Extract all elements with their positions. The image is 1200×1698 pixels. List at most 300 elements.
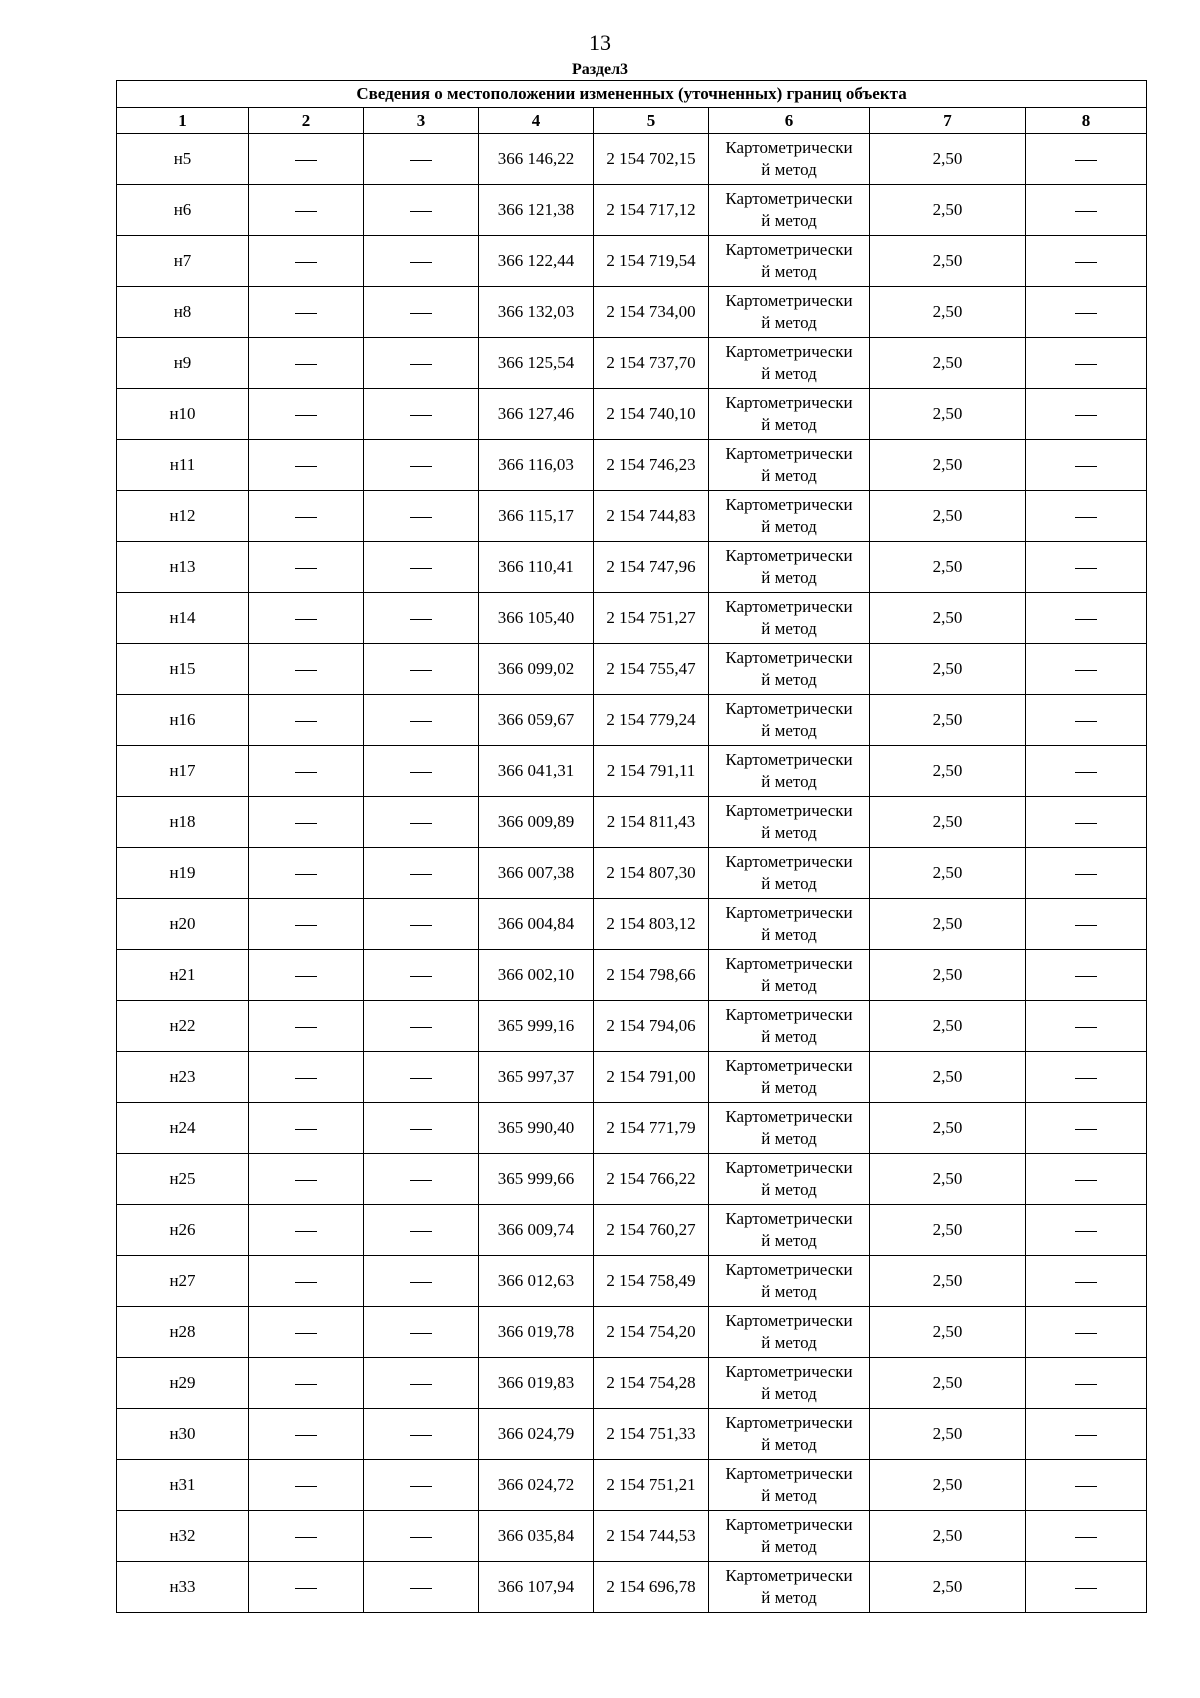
col3-empty-cell: [364, 746, 479, 797]
dash-mark: [295, 619, 317, 620]
col3-empty-cell: [364, 593, 479, 644]
x-coordinate-cell: 366 146,22: [479, 134, 594, 185]
method-text-line1: Картометрически: [725, 1311, 853, 1330]
col2-empty-cell: [249, 1154, 364, 1205]
x-coordinate-cell: 366 007,38: [479, 848, 594, 899]
dash-mark: [295, 313, 317, 314]
x-coordinate-cell: 366 105,40: [479, 593, 594, 644]
method-cell: [709, 1001, 870, 1052]
dash-mark: [295, 721, 317, 722]
col2-empty-cell: [249, 797, 364, 848]
dash-mark: [295, 568, 317, 569]
col3-empty-cell: [364, 644, 479, 695]
col3-empty-cell: [364, 797, 479, 848]
x-coordinate-cell: 366 009,74: [479, 1205, 594, 1256]
column-header: 7: [870, 108, 1026, 134]
method-cell: [709, 950, 870, 1001]
x-coordinate-cell: 366 024,79: [479, 1409, 594, 1460]
dash-mark: [295, 415, 317, 416]
dash-mark: [410, 619, 432, 620]
dash-mark: [410, 517, 432, 518]
dash-mark: [1075, 874, 1097, 875]
col2-empty-cell: [249, 1001, 364, 1052]
col8-empty-cell: [1026, 1103, 1147, 1154]
x-coordinate-cell: 365 997,37: [479, 1052, 594, 1103]
col8-empty-cell: [1026, 1154, 1147, 1205]
dash-mark: [295, 1537, 317, 1538]
accuracy-cell: 2,50: [870, 746, 1026, 797]
dash-mark: [410, 1078, 432, 1079]
y-coordinate-cell: 2 154 758,49: [594, 1256, 709, 1307]
method-text-line1: Картометрически: [725, 1209, 853, 1228]
method-text-line2: й метод: [761, 1282, 817, 1301]
dash-mark: [410, 313, 432, 314]
method-text-line2: й метод: [761, 772, 817, 791]
table-row: [117, 1511, 1147, 1562]
dash-mark: [410, 262, 432, 263]
col2-empty-cell: [249, 134, 364, 185]
y-coordinate-cell: 2 154 791,00: [594, 1052, 709, 1103]
table-row: [117, 1103, 1147, 1154]
table-row: [117, 746, 1147, 797]
dash-mark: [1075, 925, 1097, 926]
col2-empty-cell: [249, 1103, 364, 1154]
table-row: [117, 440, 1147, 491]
col8-empty-cell: [1026, 950, 1147, 1001]
method-text-line1: Картометрически: [725, 1260, 853, 1279]
point-name-cell: н10: [117, 389, 249, 440]
col2-empty-cell: [249, 1256, 364, 1307]
x-coordinate-cell: 366 110,41: [479, 542, 594, 593]
method-text-line1: Картометрически: [725, 801, 853, 820]
accuracy-cell: 2,50: [870, 338, 1026, 389]
method-cell: [709, 1460, 870, 1511]
method-cell: [709, 287, 870, 338]
dash-mark: [1075, 772, 1097, 773]
method-text-line2: й метод: [761, 1231, 817, 1250]
dash-mark: [410, 160, 432, 161]
y-coordinate-cell: 2 154 734,00: [594, 287, 709, 338]
method-text-line2: й метод: [761, 1588, 817, 1607]
dash-mark: [1075, 364, 1097, 365]
point-name-cell: н14: [117, 593, 249, 644]
method-text-line1: Картометрически: [725, 189, 853, 208]
point-name-cell: н22: [117, 1001, 249, 1052]
x-coordinate-cell: 366 041,31: [479, 746, 594, 797]
dash-mark: [410, 466, 432, 467]
method-text-line1: Картометрически: [725, 750, 853, 769]
method-text-line1: Картометрически: [725, 1158, 853, 1177]
table-row: [117, 950, 1147, 1001]
col2-empty-cell: [249, 542, 364, 593]
col3-empty-cell: [364, 185, 479, 236]
table-row: [117, 593, 1147, 644]
dash-mark: [295, 466, 317, 467]
col3-empty-cell: [364, 389, 479, 440]
x-coordinate-cell: 366 002,10: [479, 950, 594, 1001]
col2-empty-cell: [249, 848, 364, 899]
table-row: [117, 797, 1147, 848]
dash-mark: [295, 823, 317, 824]
method-cell: [709, 644, 870, 695]
col3-empty-cell: [364, 1460, 479, 1511]
method-cell: [709, 134, 870, 185]
dash-mark: [295, 160, 317, 161]
dash-mark: [410, 211, 432, 212]
method-text-line1: Картометрически: [725, 1005, 853, 1024]
col2-empty-cell: [249, 899, 364, 950]
point-name-cell: н24: [117, 1103, 249, 1154]
method-text-line2: й метод: [761, 1486, 817, 1505]
col3-empty-cell: [364, 1001, 479, 1052]
x-coordinate-cell: 366 132,03: [479, 287, 594, 338]
table-caption: Сведения о местоположении измененных (уточненных) границ объекта: [117, 81, 1147, 108]
col2-empty-cell: [249, 389, 364, 440]
column-header: 5: [594, 108, 709, 134]
method-text-line2: й метод: [761, 415, 817, 434]
method-cell: [709, 593, 870, 644]
dash-mark: [410, 925, 432, 926]
col8-empty-cell: [1026, 491, 1147, 542]
y-coordinate-cell: 2 154 798,66: [594, 950, 709, 1001]
table-row: [117, 899, 1147, 950]
method-text-line1: Картометрически: [725, 1056, 853, 1075]
method-text-line2: й метод: [761, 1180, 817, 1199]
dash-mark: [1075, 976, 1097, 977]
x-coordinate-cell: 366 024,72: [479, 1460, 594, 1511]
dash-mark: [1075, 721, 1097, 722]
col8-empty-cell: [1026, 1511, 1147, 1562]
y-coordinate-cell: 2 154 744,53: [594, 1511, 709, 1562]
dash-mark: [1075, 1435, 1097, 1436]
method-text-line2: й метод: [761, 874, 817, 893]
method-cell: [709, 1562, 870, 1613]
x-coordinate-cell: 366 019,83: [479, 1358, 594, 1409]
point-name-cell: н23: [117, 1052, 249, 1103]
col8-empty-cell: [1026, 1409, 1147, 1460]
dash-mark: [410, 976, 432, 977]
x-coordinate-cell: 365 990,40: [479, 1103, 594, 1154]
method-text-line1: Картометрически: [725, 240, 853, 259]
accuracy-cell: 2,50: [870, 1358, 1026, 1409]
dash-mark: [1075, 1333, 1097, 1334]
point-name-cell: н29: [117, 1358, 249, 1409]
dash-mark: [295, 772, 317, 773]
point-name-cell: н21: [117, 950, 249, 1001]
method-text-line1: Картометрически: [725, 342, 853, 361]
dash-mark: [1075, 1027, 1097, 1028]
dash-mark: [295, 211, 317, 212]
dash-mark: [1075, 262, 1097, 263]
y-coordinate-cell: 2 154 751,33: [594, 1409, 709, 1460]
method-text-line2: й метод: [761, 925, 817, 944]
col2-empty-cell: [249, 1562, 364, 1613]
y-coordinate-cell: 2 154 696,78: [594, 1562, 709, 1613]
table-row: [117, 185, 1147, 236]
dash-mark: [295, 1180, 317, 1181]
col8-empty-cell: [1026, 134, 1147, 185]
table-row: [117, 1409, 1147, 1460]
method-cell: [709, 185, 870, 236]
point-name-cell: н31: [117, 1460, 249, 1511]
method-text-line2: й метод: [761, 721, 817, 740]
method-cell: [709, 1256, 870, 1307]
dash-mark: [1075, 823, 1097, 824]
method-text-line2: й метод: [761, 313, 817, 332]
dash-mark: [1075, 1588, 1097, 1589]
method-text-line2: й метод: [761, 1333, 817, 1352]
col2-empty-cell: [249, 695, 364, 746]
dash-mark: [410, 1537, 432, 1538]
col3-empty-cell: [364, 542, 479, 593]
method-text-line1: Картометрически: [725, 444, 853, 463]
dash-mark: [410, 1027, 432, 1028]
method-cell: [709, 236, 870, 287]
x-coordinate-cell: 366 059,67: [479, 695, 594, 746]
dash-mark: [410, 1588, 432, 1589]
dash-mark: [295, 1384, 317, 1385]
accuracy-cell: 2,50: [870, 134, 1026, 185]
col3-empty-cell: [364, 440, 479, 491]
accuracy-cell: 2,50: [870, 1205, 1026, 1256]
dash-mark: [295, 925, 317, 926]
accuracy-cell: 2,50: [870, 185, 1026, 236]
col2-empty-cell: [249, 1511, 364, 1562]
col8-empty-cell: [1026, 542, 1147, 593]
table-row: [117, 542, 1147, 593]
method-text-line1: Картометрически: [725, 1107, 853, 1126]
col8-empty-cell: [1026, 1562, 1147, 1613]
y-coordinate-cell: 2 154 779,24: [594, 695, 709, 746]
dash-mark: [295, 1333, 317, 1334]
dash-mark: [1075, 568, 1097, 569]
method-text-line2: й метод: [761, 466, 817, 485]
col3-empty-cell: [364, 1256, 479, 1307]
x-coordinate-cell: 365 999,16: [479, 1001, 594, 1052]
col8-empty-cell: [1026, 389, 1147, 440]
column-header: 6: [709, 108, 870, 134]
method-text-line2: й метод: [761, 364, 817, 383]
boundary-coordinates-table: [116, 80, 1147, 1613]
table-row: [117, 1460, 1147, 1511]
point-name-cell: н25: [117, 1154, 249, 1205]
method-text-line2: й метод: [761, 517, 817, 536]
col2-empty-cell: [249, 950, 364, 1001]
method-text-line2: й метод: [761, 1384, 817, 1403]
method-text-line2: й метод: [761, 1027, 817, 1046]
y-coordinate-cell: 2 154 803,12: [594, 899, 709, 950]
method-cell: [709, 440, 870, 491]
col3-empty-cell: [364, 491, 479, 542]
col3-empty-cell: [364, 338, 479, 389]
accuracy-cell: 2,50: [870, 236, 1026, 287]
table-row: [117, 338, 1147, 389]
dash-mark: [410, 1129, 432, 1130]
method-cell: [709, 1409, 870, 1460]
col8-empty-cell: [1026, 1460, 1147, 1511]
point-name-cell: н20: [117, 899, 249, 950]
col3-empty-cell: [364, 1205, 479, 1256]
col8-empty-cell: [1026, 746, 1147, 797]
dash-mark: [1075, 1129, 1097, 1130]
y-coordinate-cell: 2 154 807,30: [594, 848, 709, 899]
column-header: 4: [479, 108, 594, 134]
accuracy-cell: 2,50: [870, 440, 1026, 491]
dash-mark: [295, 364, 317, 365]
method-text-line1: Картометрически: [725, 903, 853, 922]
method-text-line1: Картометрически: [725, 1362, 853, 1381]
col2-empty-cell: [249, 1205, 364, 1256]
accuracy-cell: 2,50: [870, 644, 1026, 695]
col2-empty-cell: [249, 1409, 364, 1460]
dash-mark: [295, 1027, 317, 1028]
col8-empty-cell: [1026, 695, 1147, 746]
dash-mark: [410, 1435, 432, 1436]
col3-empty-cell: [364, 1562, 479, 1613]
column-header-row: [117, 108, 1147, 134]
col3-empty-cell: [364, 950, 479, 1001]
point-name-cell: н26: [117, 1205, 249, 1256]
method-text-line2: й метод: [761, 1129, 817, 1148]
dash-mark: [410, 1180, 432, 1181]
dash-mark: [410, 1282, 432, 1283]
col2-empty-cell: [249, 746, 364, 797]
method-text-line1: Картометрически: [725, 1515, 853, 1534]
col3-empty-cell: [364, 1307, 479, 1358]
point-name-cell: н15: [117, 644, 249, 695]
table-row: [117, 134, 1147, 185]
accuracy-cell: 2,50: [870, 1307, 1026, 1358]
table-caption-row: [117, 81, 1147, 108]
dash-mark: [295, 976, 317, 977]
point-name-cell: н13: [117, 542, 249, 593]
col3-empty-cell: [364, 1358, 479, 1409]
y-coordinate-cell: 2 154 747,96: [594, 542, 709, 593]
dash-mark: [1075, 415, 1097, 416]
y-coordinate-cell: 2 154 719,54: [594, 236, 709, 287]
method-text-line1: Картометрически: [725, 138, 853, 157]
dash-mark: [410, 568, 432, 569]
x-coordinate-cell: 366 115,17: [479, 491, 594, 542]
col8-empty-cell: [1026, 236, 1147, 287]
col8-empty-cell: [1026, 185, 1147, 236]
accuracy-cell: 2,50: [870, 1001, 1026, 1052]
method-text-line1: Картометрически: [725, 1464, 853, 1483]
y-coordinate-cell: 2 154 746,23: [594, 440, 709, 491]
accuracy-cell: 2,50: [870, 542, 1026, 593]
x-coordinate-cell: 366 004,84: [479, 899, 594, 950]
dash-mark: [295, 1435, 317, 1436]
y-coordinate-cell: 2 154 754,28: [594, 1358, 709, 1409]
method-text-line2: й метод: [761, 211, 817, 230]
point-name-cell: н16: [117, 695, 249, 746]
dash-mark: [295, 670, 317, 671]
dash-mark: [1075, 1486, 1097, 1487]
method-text-line2: й метод: [761, 568, 817, 587]
dash-mark: [410, 364, 432, 365]
method-cell: [709, 389, 870, 440]
col3-empty-cell: [364, 1511, 479, 1562]
method-text-line2: й метод: [761, 976, 817, 995]
y-coordinate-cell: 2 154 811,43: [594, 797, 709, 848]
method-cell: [709, 899, 870, 950]
col3-empty-cell: [364, 236, 479, 287]
point-name-cell: н9: [117, 338, 249, 389]
accuracy-cell: 2,50: [870, 593, 1026, 644]
table-row: [117, 1205, 1147, 1256]
col2-empty-cell: [249, 1460, 364, 1511]
method-text-line2: й метод: [761, 1537, 817, 1556]
section-title: Раздел3: [571, 61, 629, 78]
accuracy-cell: 2,50: [870, 1103, 1026, 1154]
method-cell: [709, 1154, 870, 1205]
method-text-line2: й метод: [761, 1435, 817, 1454]
col3-empty-cell: [364, 899, 479, 950]
method-cell: [709, 338, 870, 389]
method-cell: [709, 746, 870, 797]
dash-mark: [1075, 619, 1097, 620]
col8-empty-cell: [1026, 1307, 1147, 1358]
dash-mark: [295, 874, 317, 875]
table-row: [117, 1256, 1147, 1307]
method-text-line1: Картометрически: [725, 597, 853, 616]
y-coordinate-cell: 2 154 737,70: [594, 338, 709, 389]
method-cell: [709, 1205, 870, 1256]
col2-empty-cell: [249, 1358, 364, 1409]
column-header: 8: [1026, 108, 1147, 134]
col2-empty-cell: [249, 287, 364, 338]
method-cell: [709, 797, 870, 848]
col8-empty-cell: [1026, 848, 1147, 899]
table-row: [117, 1562, 1147, 1613]
table-row: [117, 491, 1147, 542]
point-name-cell: н27: [117, 1256, 249, 1307]
column-header: 2: [249, 108, 364, 134]
column-header: 1: [117, 108, 249, 134]
dash-mark: [410, 874, 432, 875]
point-name-cell: н17: [117, 746, 249, 797]
page-number: 13: [589, 30, 611, 55]
dash-mark: [295, 517, 317, 518]
y-coordinate-cell: 2 154 751,21: [594, 1460, 709, 1511]
dash-mark: [1075, 1537, 1097, 1538]
x-coordinate-cell: 366 107,94: [479, 1562, 594, 1613]
y-coordinate-cell: 2 154 766,22: [594, 1154, 709, 1205]
point-name-cell: н6: [117, 185, 249, 236]
table-row: [117, 695, 1147, 746]
dash-mark: [295, 1231, 317, 1232]
col8-empty-cell: [1026, 440, 1147, 491]
method-text-line1: Картометрически: [725, 393, 853, 412]
col3-empty-cell: [364, 695, 479, 746]
col8-empty-cell: [1026, 1358, 1147, 1409]
dash-mark: [410, 1384, 432, 1385]
col8-empty-cell: [1026, 338, 1147, 389]
col8-empty-cell: [1026, 1205, 1147, 1256]
accuracy-cell: 2,50: [870, 1562, 1026, 1613]
accuracy-cell: 2,50: [870, 1154, 1026, 1205]
dash-mark: [1075, 670, 1097, 671]
x-coordinate-cell: 366 019,78: [479, 1307, 594, 1358]
method-text-line1: Картометрически: [725, 852, 853, 871]
method-cell: [709, 1103, 870, 1154]
x-coordinate-cell: 366 127,46: [479, 389, 594, 440]
accuracy-cell: 2,50: [870, 491, 1026, 542]
method-text-line2: й метод: [761, 262, 817, 281]
x-coordinate-cell: 366 012,63: [479, 1256, 594, 1307]
method-text-line1: Картометрически: [725, 546, 853, 565]
method-text-line1: Картометрически: [725, 1413, 853, 1432]
